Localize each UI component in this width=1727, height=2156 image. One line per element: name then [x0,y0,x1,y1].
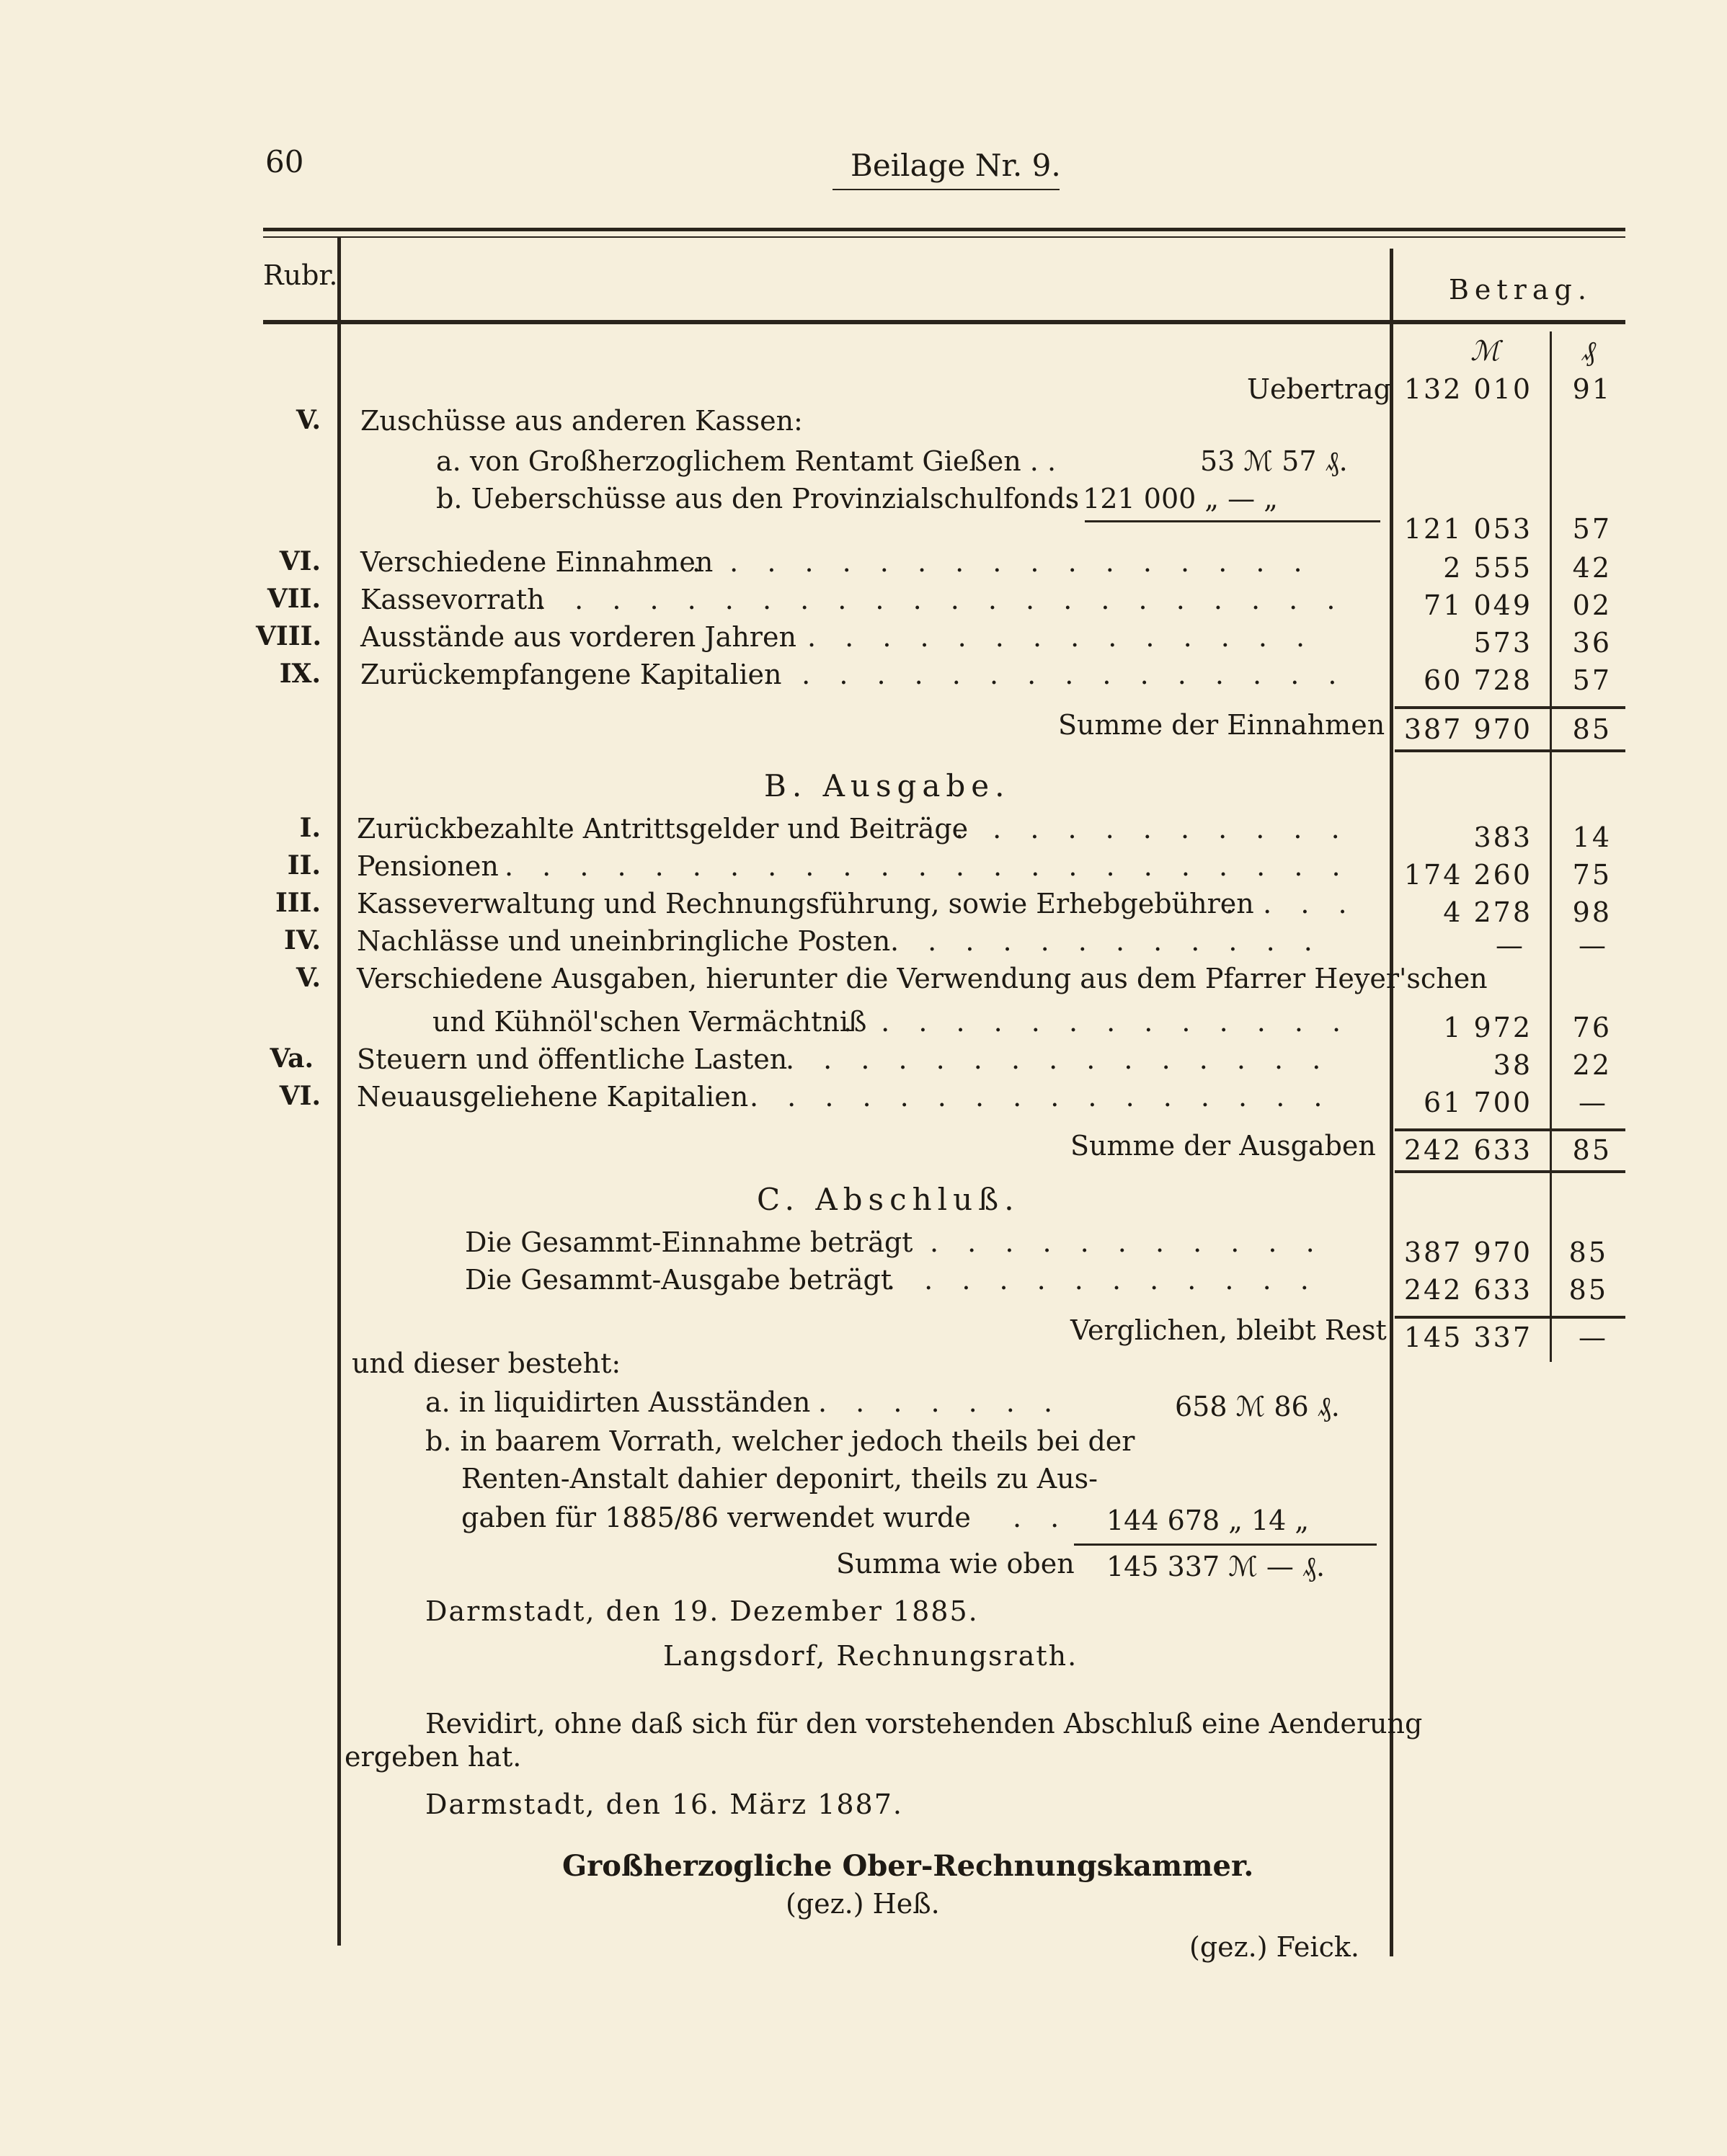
rest-mark: 145 337 [1403,1322,1532,1353]
col-header-rubr: Rubr. [263,259,338,291]
zuschuesse-pf: 57 [1572,513,1612,545]
einnahme-vii-mark: 71 049 [1424,589,1532,621]
ausgabe-ii-mark: 174 260 [1403,859,1532,891]
ausgabe-v-label-2: und Kühnöl'schen Vermächtniß [432,1006,867,1038]
rest-pf: — [1579,1322,1608,1353]
ausgabe-v-label-1: Verschiedene Ausgaben, hierunter die Verwendung aus dem Pfarrer Heyer'schen [357,963,1488,994]
rubr-ix: IX. [279,659,321,689]
ausstaende-dots: . . . . . . . [818,1386,1063,1418]
rest-label: Verglichen, bleibt Rest [1070,1314,1387,1346]
page-title: Beilage Nr. 9. [851,148,1061,183]
gesammt-ausgabe-dots: . . . . . . . . . . . . [887,1264,1319,1296]
ausgabe-v-mark: 1 972 [1443,1012,1532,1043]
einnahme-ix-dots: . . . . . . . . . . . . . . . . [764,659,1347,690]
einnahme-viii-label: Ausstände aus vorderen Jahren [360,621,796,653]
vorrath-dots: . . [1013,1502,1070,1533]
einnahmen-sum-rule-bottom [1395,749,1625,752]
zuschuesse-label: Zuschüsse aus anderen Kassen: [360,405,803,437]
pf-divider [1550,331,1552,1362]
top-rule [263,228,1625,231]
einnahme-vi-pf: 42 [1572,552,1612,584]
rubr-a-i: I. [299,813,321,843]
gesammt-einnahme-pf: 85 [1568,1237,1608,1268]
revidirt-line-2: ergeben hat. [345,1741,522,1773]
summe-ausgaben-label: Summe der Ausgaben [1070,1130,1376,1162]
ausgabe-iii-label: Kasseverwaltung und Rechnungsführung, sowie Erhebgebühren [357,888,1254,919]
einnahme-vi-mark: 2 555 [1443,552,1532,584]
einnahme-viii-mark: 573 [1473,627,1532,659]
col-header-betrag: Betrag. [1449,274,1592,306]
uebertrag-mark: 132 010 [1403,373,1532,405]
ausgabe-va-label: Steuern und öffentliche Lasten [357,1043,788,1075]
vorrath-amount: 144 678 „ 14 „ [1106,1505,1310,1536]
ausgabe-iv-pf: — [1579,930,1608,961]
summe-einnahmen-label: Summe der Einnahmen [1058,709,1385,741]
ausstaende-label: a. in liquidirten Ausständen [425,1386,811,1418]
gesammt-einnahme-mark: 387 970 [1403,1237,1532,1268]
rest-rule [1395,1316,1625,1319]
ausgabe-ii-dots: . . . . . . . . . . . . . . . . . . . . . . . [505,850,1351,882]
summa-amount: 145 337 ℳ — ₰. [1106,1551,1326,1582]
einnahme-vi-dots: . . . . . . . . . . . . . . . . . [692,546,1313,578]
ausgabe-iii-pf: 98 [1572,896,1612,928]
summe-einnahmen-mark: 387 970 [1403,713,1532,745]
abschluss-heading: C. Abschluß. [757,1182,1020,1217]
summe-ausgaben-pf: 85 [1572,1134,1612,1166]
ausstaende-amount: 658 ℳ 86 ₰. [1175,1391,1340,1422]
authority: Großherzogliche Ober-Rechnungskammer. [562,1849,1254,1883]
ausgabe-vi-mark: 61 700 [1424,1087,1532,1118]
uebertrag-pf: 91 [1572,373,1612,405]
gesammt-ausgabe-label: Die Gesammt-Ausgabe beträgt [465,1264,892,1296]
summe-ausgaben-mark: 242 633 [1403,1134,1532,1166]
rubr-divider [337,238,341,1946]
ausgabe-iv-label: Nachlässe und uneinbringliche Posten [357,925,891,957]
zuschuss-a: a. von Großherzoglichem Rentamt Gießen . . [436,445,1057,477]
zuschuss-a-amount: 53 ℳ 57 ₰. [1200,445,1348,477]
einnahmen-sum-rule [1395,706,1625,709]
place-date-2: Darmstadt, den 16. März 1887. [425,1788,903,1820]
gesammt-ausgabe-pf: 85 [1568,1274,1608,1306]
ausgabe-vi-pf: — [1579,1087,1608,1118]
rubr-vi: VI. [279,546,321,576]
rubr-viii: VIII. [256,621,321,651]
gesammt-einnahme-label: Die Gesammt-Einnahme beträgt [465,1226,913,1258]
ausgabe-vi-label: Neuausgeliehene Kapitalien [357,1081,749,1113]
ausgabe-va-pf: 22 [1572,1049,1612,1081]
ausgabe-i-label: Zurückbezahlte Antrittsgelder und Beiträge [357,813,969,845]
signer-3: (gez.) Feick. [1189,1931,1359,1963]
unit-pf: ₰ [1582,335,1596,367]
einnahme-viii-pf: 36 [1572,627,1612,659]
summe-einnahmen-pf: 85 [1572,713,1612,745]
gesammt-ausgabe-mark: 242 633 [1403,1274,1532,1306]
einnahme-vii-label: Kassevorrath [360,584,545,615]
vorrath-line-2: Renten-Anstalt dahier deponirt, theils zu Aus- [461,1463,1098,1494]
zuschuss-b-amount: . 121 000 „ — „ [1065,483,1278,514]
ausgabe-va-dots: . . . . . . . . . . . . . . . [786,1043,1331,1075]
vorrath-line-3: gaben für 1885/86 verwendet wurde [461,1502,971,1533]
besteht-label: und dieser besteht: [352,1348,621,1379]
ausgabe-v-pf: 76 [1572,1012,1612,1043]
rubr-a-vi: VI. [279,1081,321,1111]
betrag-divider [1390,249,1393,1956]
revidirt-line-1: Revidirt, ohne daß sich für den vorstehenden Abschluß eine Aenderung [425,1708,1423,1740]
summa-rule [1074,1544,1377,1546]
ausgaben-sum-rule-bottom [1395,1170,1625,1173]
ausgabe-vi-dots: . . . . . . . . . . . . . . . . [750,1081,1333,1113]
page-number: 60 [265,144,304,179]
ausgabe-ii-pf: 75 [1572,859,1612,891]
zuschuss-subtotal-rule [1085,520,1380,522]
rubr-a-v: V. [296,963,321,993]
ausgabe-iii-mark: 4 278 [1443,896,1532,928]
summa-label: Summa wie oben [836,1548,1075,1580]
unit-mark: ℳ [1470,335,1500,367]
signer-2: (gez.) Heß. [786,1888,940,1920]
einnahme-viii-dots: . . . . . . . . . . . . . . [807,621,1315,653]
top-rule-thin [263,236,1625,238]
rubr-vii: VII. [267,584,321,614]
uebertrag-label: Uebertrag [1247,373,1391,405]
ausgabe-iv-mark: — [1496,930,1525,961]
gesammt-einnahme-dots: . . . . . . . . . . . [930,1226,1325,1258]
ausgabe-v-dots: . . . . . . . . . . . . . . [843,1006,1351,1038]
einnahme-vi-label: Verschiedene Einnahmen [360,546,714,578]
einnahme-vii-pf: 02 [1572,589,1612,621]
rubr-a-iii: III. [275,888,321,918]
zuschuesse-mark: 121 053 [1403,513,1532,545]
einnahme-ix-label: Zurückempfangene Kapitalien [360,659,782,690]
ausgabe-i-pf: 14 [1572,821,1612,853]
einnahme-vii-dots: . . . . . . . . . . . . . . . . . . . . . . [537,584,1346,615]
rubr-v: V. [296,405,321,435]
ausgabe-iii-dots: . . . . [1225,888,1357,919]
ausgabe-i-mark: 383 [1473,821,1532,853]
rubr-a-ii: II. [287,850,321,881]
title-underline [833,189,1060,190]
header-rule [263,320,1625,324]
ausgabe-va-mark: 38 [1493,1049,1532,1081]
rubr-a-va: Va. [270,1043,314,1074]
ausgabe-iv-dots: . . . . . . . . . . . . [890,925,1323,957]
einnahme-ix-pf: 57 [1572,664,1612,696]
vorrath-line-1: b. in baarem Vorrath, welcher jedoch theils bei der [425,1425,1135,1457]
rubr-a-iv: IV. [283,925,321,956]
ausgabe-i-dots: . . . . . . . . . . . [955,813,1350,845]
place-date-1: Darmstadt, den 19. Dezember 1885. [425,1595,979,1627]
zuschuss-b: b. Ueberschüsse aus den Provinzialschulfonds [436,483,1080,514]
einnahme-ix-mark: 60 728 [1424,664,1532,696]
ausgaben-sum-rule [1395,1128,1625,1131]
signer-1: Langsdorf, Rechnungsrath. [663,1640,1078,1672]
ausgabe-ii-label: Pensionen [357,850,499,882]
ausgabe-heading: B. Ausgabe. [764,768,1011,803]
